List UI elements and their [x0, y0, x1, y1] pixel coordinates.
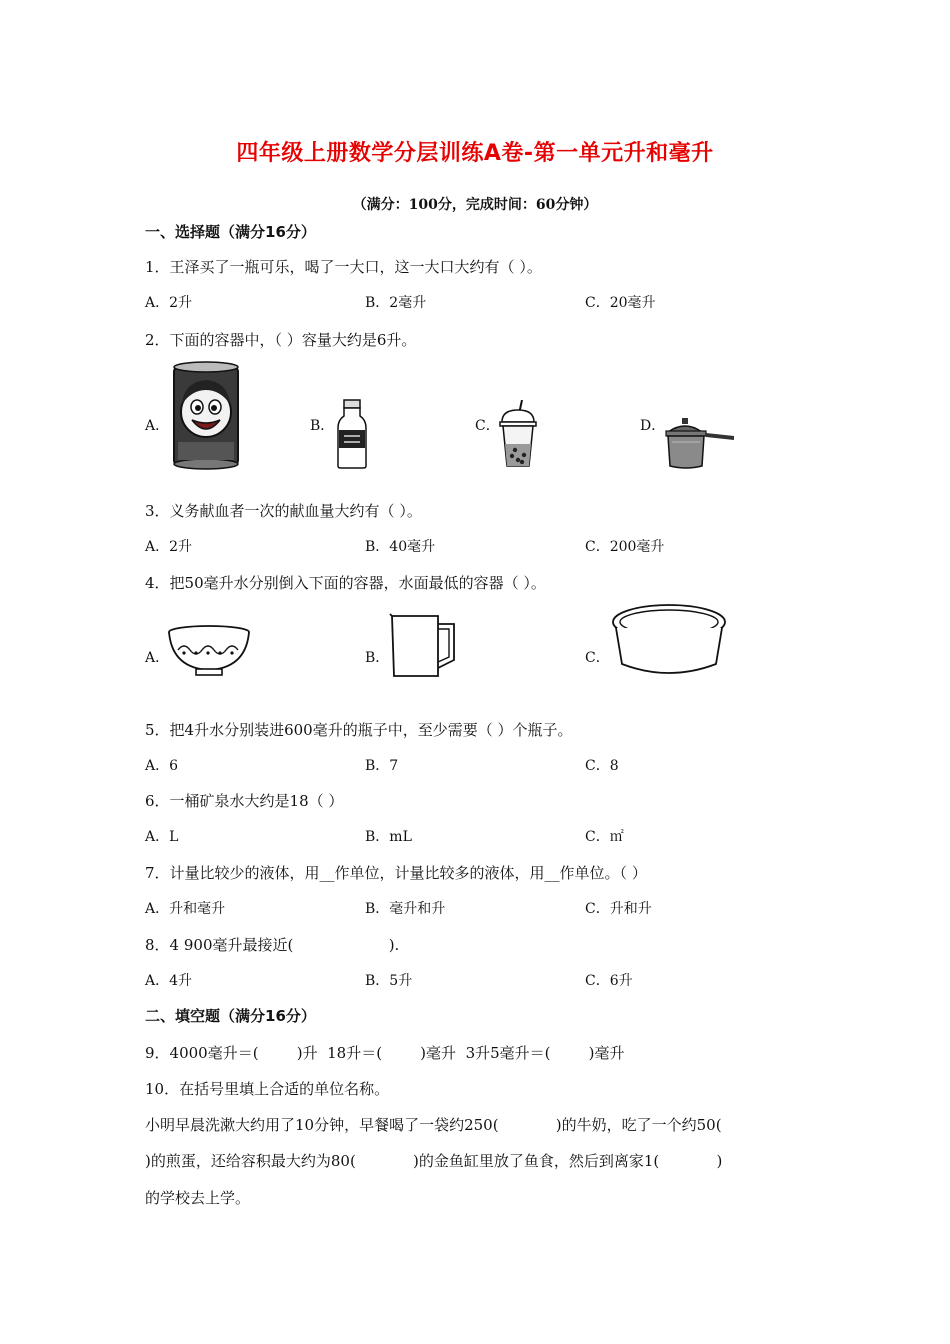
bubble-tea-cup-image — [498, 400, 538, 470]
q6-option-c[interactable]: C．㎡ — [585, 829, 624, 845]
q8-option-b[interactable]: B．5升 — [365, 973, 413, 989]
q7-option-b[interactable]: B．毫升和升 — [365, 901, 446, 917]
q6-option-a[interactable]: A．L — [145, 829, 179, 845]
q2-option-d[interactable]: D． — [640, 418, 666, 434]
question-4: 4．把50毫升水分别倒入下面的容器，水面最低的容器（ ）。 — [145, 574, 546, 592]
question-2: 2．下面的容器中，（ ）容量大约是6升。 — [145, 331, 417, 349]
q1-option-a[interactable]: A．2升 — [145, 295, 193, 311]
q5-option-a[interactable]: A．6 — [145, 758, 179, 774]
section-heading-fill: 二、填空题（满分16分） — [145, 1007, 316, 1025]
question-10-line-3: 的学校去上学。 — [145, 1189, 251, 1207]
q3-option-a[interactable]: A．2升 — [145, 539, 193, 555]
q5-option-c[interactable]: C．8 — [585, 758, 619, 774]
question-3: 3．义务献血者一次的献血量大约有（ ）。 — [145, 502, 422, 520]
q3-option-c[interactable]: C．200毫升 — [585, 539, 665, 555]
q8-option-a[interactable]: A．4升 — [145, 973, 193, 989]
q4-option-c[interactable]: C． — [585, 650, 610, 666]
question-10-line-1: 小明早晨洗漱大约用了10分钟，早餐喝了一袋约250( )的牛奶，吃了一个约50( — [145, 1116, 722, 1134]
question-8: 8．4 900毫升最接近( ). — [145, 936, 400, 954]
question-9: 9．4000毫升＝( )升 18升＝( )毫升 3升5毫升＝( )毫升 — [145, 1044, 625, 1062]
q2-option-b[interactable]: B． — [310, 418, 335, 434]
small-bottle-image — [335, 398, 369, 470]
q2-option-c[interactable]: C． — [475, 418, 500, 434]
pressure-cooker-image — [662, 416, 736, 470]
subtitle: （满分：100分，完成时间：60分钟） — [352, 197, 598, 213]
basin-image — [610, 602, 728, 678]
q7-option-c[interactable]: C．升和升 — [585, 901, 652, 917]
q3-option-b[interactable]: B．40毫升 — [365, 539, 436, 555]
question-1: 1．王泽买了一瓶可乐，喝了一大口，这一大口大约有（ ）。 — [145, 258, 542, 276]
page-title: 四年级上册数学分层训练A卷-第一单元升和毫升 — [236, 141, 714, 166]
question-10: 10．在括号里填上合适的单位名称。 — [145, 1080, 390, 1098]
q5-option-b[interactable]: B．7 — [365, 758, 399, 774]
q2-option-a[interactable]: A． — [145, 418, 170, 434]
question-5: 5．把4升水分别装进600毫升的瓶子中，至少需要（ ）个瓶子。 — [145, 721, 573, 739]
q6-option-b[interactable]: B．mL — [365, 829, 412, 845]
question-7: 7．计量比较少的液体，用__作单位，计量比较多的液体，用__作单位。（ ） — [145, 864, 647, 882]
question-10-line-2: )的煎蛋，还给容积最大约为80( )的金鱼缸里放了鱼食，然后到离家1( ) — [145, 1152, 723, 1170]
drink-can-image — [170, 360, 242, 470]
q4-option-a[interactable]: A． — [145, 650, 170, 666]
q8-option-c[interactable]: C．6升 — [585, 973, 633, 989]
bowl-image — [166, 624, 252, 680]
question-6: 6．一桶矿泉水大约是18（ ） — [145, 792, 344, 810]
measuring-jug-image — [388, 610, 460, 680]
section-heading-choice: 一、选择题（满分16分） — [145, 223, 316, 241]
q1-option-c[interactable]: C．20毫升 — [585, 295, 656, 311]
q1-option-b[interactable]: B．2毫升 — [365, 295, 427, 311]
q7-option-a[interactable]: A．升和毫升 — [145, 901, 226, 917]
q4-option-b[interactable]: B． — [365, 650, 390, 666]
